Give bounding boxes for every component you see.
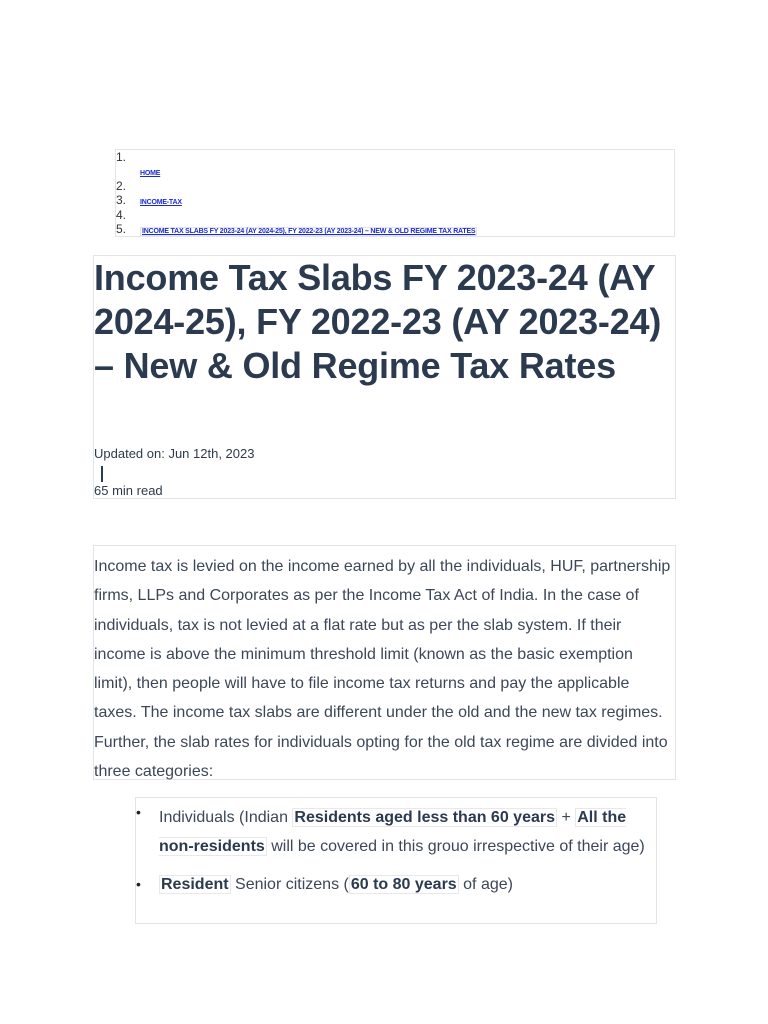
list-item (136, 798, 656, 861)
list-text: + (557, 809, 576, 826)
article-header (93, 255, 676, 499)
list-text: will be covered in this grouo irrespective of their age) (266, 838, 645, 855)
list-text: Individuals (Indian (159, 809, 293, 826)
read-time: 65 min read (94, 483, 163, 498)
breadcrumb-item-1 (116, 151, 130, 164)
category-list (135, 797, 657, 924)
breadcrumb-item-3 (116, 194, 130, 207)
list-text: of age) (458, 876, 513, 893)
breadcrumb (115, 149, 675, 237)
breadcrumb-home-link[interactable]: HOME (140, 170, 161, 177)
breadcrumb-item-4 (116, 209, 130, 222)
meta-divider (101, 466, 103, 482)
list-bold-text: Residents aged less than 60 years (294, 809, 555, 826)
list-bold-text: 60 to 80 years (350, 876, 457, 893)
breadcrumb-item-2 (116, 180, 130, 193)
breadcrumb-number: 5. (116, 222, 127, 236)
list-bold-text: All the non-residents (159, 809, 627, 855)
page-title: Income Tax Slabs FY 2023-24 (AY 2024-25), FY 2022-23 (AY 2023-24) – New & Old Regime Tax Rates (94, 257, 662, 386)
updated-date: Updated on: Jun 12th, 2023 (94, 446, 255, 461)
breadcrumb-current-page-link[interactable]: INCOME TAX SLABS FY 2023-24 (AY 2024-25), FY 2022-23 (AY 2023-24) – NEW & OLD REGIME TAX RATES (142, 228, 476, 235)
breadcrumb-number: 2. (116, 179, 127, 193)
breadcrumb-number: 4. (116, 208, 127, 222)
list-text: Senior citizens ( (230, 876, 349, 893)
breadcrumb-income-tax-link[interactable]: INCOME-TAX (140, 199, 182, 206)
list-item (136, 870, 656, 899)
breadcrumb-item-5 (116, 223, 130, 236)
breadcrumb-number: 3. (116, 193, 127, 207)
intro-paragraph: Income tax is levied on the income earned by all the individuals, HUF, partnership firms, LLPs and Corporates as per the Income Tax Act of India. In the case of individuals, tax is not levied at a flat rate but as per the slab system. If their income is above the minimum threshold limit (known as the basic exemption limit), then people will have to file income tax returns and pay the applicable taxes. The income tax slabs are different under the old and the new tax regimes. Further, the slab rates for individuals opting for the old tax regime are divided into three categories: (93, 545, 676, 780)
breadcrumb-number: 1. (116, 150, 127, 164)
list-bold-text: Resident (161, 876, 229, 893)
